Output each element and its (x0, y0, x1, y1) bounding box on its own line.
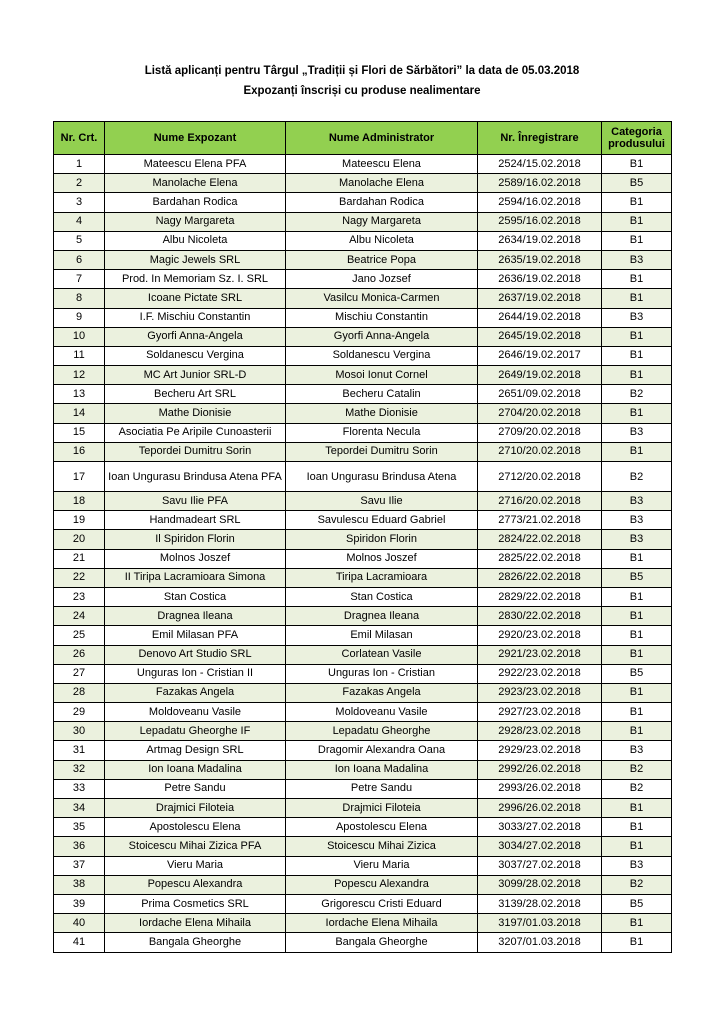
cell-nr-crt: 5 (54, 231, 105, 250)
cell-categorie: B1 (602, 837, 672, 856)
table-row (54, 270, 672, 289)
cell-nume-expozant: Denovo Art Studio SRL (105, 645, 286, 664)
table-row (54, 875, 672, 894)
cell-nume-administrator: Grigorescu Cristi Eduard (286, 894, 478, 913)
cell-nr-inregistrare: 2922/23.02.2018 (478, 664, 602, 683)
cell-nr-crt: 22 (54, 568, 105, 587)
cell-nr-crt: 1 (54, 155, 105, 174)
cell-categorie: B3 (602, 511, 672, 530)
cell-nr-crt: 6 (54, 250, 105, 269)
cell-nume-expozant: Asociatia Pe Aripile Cunoasterii (105, 423, 286, 442)
cell-categorie: B1 (602, 703, 672, 722)
cell-nume-administrator: Beatrice Popa (286, 250, 478, 269)
cell-nume-expozant: Lepadatu Gheorghe IF (105, 722, 286, 741)
cell-nume-administrator: Dragomir Alexandra Oana (286, 741, 478, 760)
document-subtitle: Expozanți înscriși cu produse nealimentare (243, 85, 481, 97)
cell-nume-administrator: Ion Ioana Madalina (286, 760, 478, 779)
cell-nume-expozant: Albu Nicoleta (105, 231, 286, 250)
cell-nr-crt: 30 (54, 722, 105, 741)
cell-nr-crt: 18 (54, 492, 105, 511)
cell-nr-inregistrare: 2635/19.02.2018 (478, 250, 602, 269)
cell-nume-administrator: Bardahan Rodica (286, 193, 478, 212)
table-row (54, 626, 672, 645)
table-row (54, 442, 672, 461)
cell-nr-crt: 17 (54, 462, 105, 492)
cell-categorie: B2 (602, 760, 672, 779)
cell-nr-inregistrare: 2923/23.02.2018 (478, 683, 602, 702)
table-row (54, 914, 672, 933)
table-row (54, 741, 672, 760)
cell-nr-inregistrare: 2928/23.02.2018 (478, 722, 602, 741)
cell-categorie: B1 (602, 442, 672, 461)
cell-nr-crt: 12 (54, 366, 105, 385)
table-row (54, 645, 672, 664)
cell-nr-inregistrare: 2644/19.02.2018 (478, 308, 602, 327)
cell-nr-inregistrare: 2826/22.02.2018 (478, 568, 602, 587)
cell-nr-inregistrare: 2773/21.02.2018 (478, 511, 602, 530)
cell-nr-crt: 33 (54, 779, 105, 798)
cell-nume-administrator: Savu Ilie (286, 492, 478, 511)
cell-nr-crt: 2 (54, 174, 105, 193)
table-row (54, 327, 672, 346)
cell-nume-expozant: Artmag Design SRL (105, 741, 286, 760)
cell-nume-expozant: Soldanescu Vergina (105, 346, 286, 365)
cell-nr-crt: 38 (54, 875, 105, 894)
cell-nume-administrator: Tepordei Dumitru Sorin (286, 442, 478, 461)
table-row (54, 703, 672, 722)
cell-nume-expozant: Mathe Dionisie (105, 404, 286, 423)
cell-nr-inregistrare: 3099/28.02.2018 (478, 875, 602, 894)
cell-nr-crt: 25 (54, 626, 105, 645)
cell-nr-inregistrare: 3033/27.02.2018 (478, 818, 602, 837)
cell-nr-crt: 9 (54, 308, 105, 327)
cell-nr-inregistrare: 2929/23.02.2018 (478, 741, 602, 760)
cell-nume-administrator: Jano Jozsef (286, 270, 478, 289)
cell-nume-expozant: Tepordei Dumitru Sorin (105, 442, 286, 461)
cell-nume-expozant: Apostolescu Elena (105, 818, 286, 837)
cell-categorie: B1 (602, 683, 672, 702)
cell-categorie: B1 (602, 231, 672, 250)
cell-nume-expozant: Gyorfi Anna-Angela (105, 327, 286, 346)
cell-nr-crt: 40 (54, 914, 105, 933)
cell-nr-crt: 21 (54, 549, 105, 568)
cell-nr-crt: 32 (54, 760, 105, 779)
cell-nr-inregistrare: 2594/16.02.2018 (478, 193, 602, 212)
cell-categorie: B1 (602, 155, 672, 174)
cell-nume-administrator: Unguras Ion - Cristian (286, 664, 478, 683)
cell-nume-administrator: Stoicescu Mihai Zizica (286, 837, 478, 856)
cell-categorie: B1 (602, 914, 672, 933)
cell-categorie: B1 (602, 799, 672, 818)
cell-nume-administrator: Mateescu Elena (286, 155, 478, 174)
cell-categorie: B5 (602, 894, 672, 913)
cell-nr-inregistrare: 2524/15.02.2018 (478, 155, 602, 174)
cell-nume-administrator: Emil Milasan (286, 626, 478, 645)
table-row (54, 607, 672, 626)
table-row (54, 212, 672, 231)
cell-nr-crt: 23 (54, 587, 105, 606)
cell-nr-crt: 19 (54, 511, 105, 530)
table-row (54, 549, 672, 568)
cell-nume-expozant: Bangala Gheorghe (105, 933, 286, 952)
table-row (54, 462, 672, 492)
table-row (54, 933, 672, 952)
cell-nume-expozant: Becheru Art SRL (105, 385, 286, 404)
cell-nume-expozant: Popescu Alexandra (105, 875, 286, 894)
cell-nr-crt: 4 (54, 212, 105, 231)
cell-nr-inregistrare: 2712/20.02.2018 (478, 462, 602, 492)
cell-nr-crt: 8 (54, 289, 105, 308)
cell-nume-administrator: Nagy Margareta (286, 212, 478, 231)
cell-nume-administrator: Apostolescu Elena (286, 818, 478, 837)
cell-nr-crt: 41 (54, 933, 105, 952)
cell-categorie: B3 (602, 250, 672, 269)
cell-nr-inregistrare: 2996/26.02.2018 (478, 799, 602, 818)
cell-nume-administrator: Vasilcu Monica-Carmen (286, 289, 478, 308)
cell-categorie: B3 (602, 741, 672, 760)
cell-nume-administrator: Savulescu Eduard Gabriel (286, 511, 478, 530)
cell-categorie: B1 (602, 722, 672, 741)
applicants-table (53, 121, 672, 953)
cell-nume-expozant: Moldoveanu Vasile (105, 703, 286, 722)
table-row (54, 308, 672, 327)
cell-nume-administrator: Moldoveanu Vasile (286, 703, 478, 722)
cell-nr-inregistrare: 3139/28.02.2018 (478, 894, 602, 913)
cell-nume-expozant: Stoicescu Mihai Zizica PFA (105, 837, 286, 856)
cell-nr-inregistrare: 2824/22.02.2018 (478, 530, 602, 549)
cell-nume-administrator: Becheru Catalin (286, 385, 478, 404)
cell-nume-expozant: Dragnea Ileana (105, 607, 286, 626)
cell-nr-inregistrare: 2634/19.02.2018 (478, 231, 602, 250)
cell-nr-crt: 15 (54, 423, 105, 442)
header-nume-expozant: Nume Expozant (105, 122, 286, 155)
cell-nr-inregistrare: 2992/26.02.2018 (478, 760, 602, 779)
cell-categorie: B3 (602, 492, 672, 511)
cell-nume-expozant: Prima Cosmetics SRL (105, 894, 286, 913)
cell-nr-inregistrare: 2825/22.02.2018 (478, 549, 602, 568)
table-row (54, 722, 672, 741)
table-row (54, 423, 672, 442)
cell-nr-crt: 13 (54, 385, 105, 404)
cell-nr-crt: 10 (54, 327, 105, 346)
table-row (54, 492, 672, 511)
header-nr-inregistrare: Nr. Înregistrare (478, 122, 602, 155)
cell-categorie: B1 (602, 607, 672, 626)
cell-nume-administrator: Gyorfi Anna-Angela (286, 327, 478, 346)
table-row (54, 155, 672, 174)
cell-nr-inregistrare: 2921/23.02.2018 (478, 645, 602, 664)
cell-nr-inregistrare: 2646/19.02.2017 (478, 346, 602, 365)
cell-nume-administrator: Iordache Elena Mihaila (286, 914, 478, 933)
cell-nr-crt: 20 (54, 530, 105, 549)
cell-categorie: B1 (602, 933, 672, 952)
cell-nr-inregistrare: 2637/19.02.2018 (478, 289, 602, 308)
table-row (54, 193, 672, 212)
cell-nr-inregistrare: 2993/26.02.2018 (478, 779, 602, 798)
cell-categorie: B1 (602, 327, 672, 346)
cell-nr-inregistrare: 2651/09.02.2018 (478, 385, 602, 404)
cell-nr-crt: 3 (54, 193, 105, 212)
table-row (54, 779, 672, 798)
cell-nr-crt: 36 (54, 837, 105, 856)
cell-nume-administrator: Vieru Maria (286, 856, 478, 875)
header-nr-crt: Nr. Crt. (54, 122, 105, 155)
cell-nume-administrator: Stan Costica (286, 587, 478, 606)
cell-nr-inregistrare: 2649/19.02.2018 (478, 366, 602, 385)
cell-categorie: B1 (602, 193, 672, 212)
cell-nr-inregistrare: 3207/01.03.2018 (478, 933, 602, 952)
cell-categorie: B1 (602, 645, 672, 664)
cell-nr-crt: 29 (54, 703, 105, 722)
header-categoria-produsului: Categoria produsului (602, 122, 672, 155)
cell-nr-crt: 27 (54, 664, 105, 683)
cell-nume-administrator: Ioan Ungurasu Brindusa Atena (286, 462, 478, 492)
cell-nume-administrator: Dragnea Ileana (286, 607, 478, 626)
cell-nume-administrator: Tiripa Lacramioara (286, 568, 478, 587)
cell-nume-administrator: Florenta Necula (286, 423, 478, 442)
cell-nume-expozant: Iordache Elena Mihaila (105, 914, 286, 933)
cell-nume-administrator: Albu Nicoleta (286, 231, 478, 250)
document-title: Listă aplicanți pentru Târgul „Tradiții și Flori de Sărbători” la data de 05.03.2018 (144, 65, 580, 77)
table-row (54, 587, 672, 606)
cell-categorie: B2 (602, 779, 672, 798)
table-row (54, 404, 672, 423)
table-row (54, 818, 672, 837)
table-row (54, 231, 672, 250)
cell-categorie: B5 (602, 664, 672, 683)
cell-nume-administrator: Lepadatu Gheorghe (286, 722, 478, 741)
cell-nr-crt: 11 (54, 346, 105, 365)
cell-categorie: B1 (602, 549, 672, 568)
cell-nume-expozant: Prod. In Memoriam Sz. I. SRL (105, 270, 286, 289)
table-row (54, 346, 672, 365)
cell-categorie: B3 (602, 308, 672, 327)
cell-nr-inregistrare: 2645/19.02.2018 (478, 327, 602, 346)
table-row (54, 174, 672, 193)
cell-nume-expozant: Savu Ilie PFA (105, 492, 286, 511)
cell-nume-administrator: Soldanescu Vergina (286, 346, 478, 365)
cell-nume-administrator: Petre Sandu (286, 779, 478, 798)
cell-nr-inregistrare: 2710/20.02.2018 (478, 442, 602, 461)
cell-nume-expozant: Ioan Ungurasu Brindusa Atena PFA (105, 462, 286, 492)
cell-categorie: B1 (602, 404, 672, 423)
cell-nr-crt: 31 (54, 741, 105, 760)
cell-nume-expozant: Bardahan Rodica (105, 193, 286, 212)
cell-nume-expozant: I.F. Mischiu Constantin (105, 308, 286, 327)
cell-nume-administrator: Mischiu Constantin (286, 308, 478, 327)
cell-nr-crt: 7 (54, 270, 105, 289)
cell-nume-expozant: Stan Costica (105, 587, 286, 606)
cell-nr-crt: 24 (54, 607, 105, 626)
cell-nume-expozant: Icoane Pictate SRL (105, 289, 286, 308)
cell-nr-inregistrare: 3197/01.03.2018 (478, 914, 602, 933)
table-row (54, 837, 672, 856)
cell-nr-inregistrare: 3034/27.02.2018 (478, 837, 602, 856)
cell-nume-administrator: Mosoi Ionut Cornel (286, 366, 478, 385)
cell-nr-inregistrare: 2595/16.02.2018 (478, 212, 602, 231)
cell-nume-expozant: Handmadeart SRL (105, 511, 286, 530)
cell-nr-inregistrare: 2920/23.02.2018 (478, 626, 602, 645)
cell-nume-administrator: Molnos Joszef (286, 549, 478, 568)
table-header-row (54, 122, 672, 155)
cell-nume-expozant: MC Art Junior SRL-D (105, 366, 286, 385)
cell-nr-inregistrare: 3037/27.02.2018 (478, 856, 602, 875)
cell-nume-administrator: Bangala Gheorghe (286, 933, 478, 952)
cell-nume-expozant: Fazakas Angela (105, 683, 286, 702)
header-nume-administrator: Nume Administrator (286, 122, 478, 155)
cell-categorie: B1 (602, 818, 672, 837)
cell-nume-expozant: Unguras Ion - Cristian II (105, 664, 286, 683)
cell-categorie: B1 (602, 346, 672, 365)
cell-nume-administrator: Fazakas Angela (286, 683, 478, 702)
cell-nume-administrator: Spiridon Florin (286, 530, 478, 549)
table-row (54, 856, 672, 875)
cell-nr-inregistrare: 2589/16.02.2018 (478, 174, 602, 193)
cell-nr-inregistrare: 2830/22.02.2018 (478, 607, 602, 626)
cell-nr-inregistrare: 2704/20.02.2018 (478, 404, 602, 423)
table-row (54, 799, 672, 818)
cell-categorie: B2 (602, 875, 672, 894)
cell-nume-administrator: Corlatean Vasile (286, 645, 478, 664)
table-row (54, 385, 672, 404)
table-row (54, 894, 672, 913)
cell-nr-inregistrare: 2829/22.02.2018 (478, 587, 602, 606)
cell-categorie: B3 (602, 856, 672, 875)
cell-nume-expozant: Vieru Maria (105, 856, 286, 875)
cell-categorie: B1 (602, 270, 672, 289)
table-row (54, 530, 672, 549)
cell-categorie: B2 (602, 385, 672, 404)
table-row (54, 664, 672, 683)
cell-nr-crt: 39 (54, 894, 105, 913)
cell-categorie: B1 (602, 626, 672, 645)
table-row (54, 366, 672, 385)
cell-nr-crt: 28 (54, 683, 105, 702)
table-row (54, 289, 672, 308)
cell-categorie: B1 (602, 212, 672, 231)
cell-nume-expozant: Nagy Margareta (105, 212, 286, 231)
cell-nr-crt: 14 (54, 404, 105, 423)
table-row (54, 683, 672, 702)
cell-nume-expozant: Emil Milasan PFA (105, 626, 286, 645)
cell-categorie: B3 (602, 423, 672, 442)
cell-nume-expozant: II Tiripa Lacramioara Simona (105, 568, 286, 587)
cell-nume-administrator: Popescu Alexandra (286, 875, 478, 894)
cell-categorie: B5 (602, 568, 672, 587)
cell-nume-expozant: Il Spiridon Florin (105, 530, 286, 549)
table-row (54, 511, 672, 530)
cell-nr-crt: 35 (54, 818, 105, 837)
cell-categorie: B2 (602, 462, 672, 492)
cell-categorie: B3 (602, 530, 672, 549)
cell-nume-expozant: Ion Ioana Madalina (105, 760, 286, 779)
table-row (54, 760, 672, 779)
cell-nr-inregistrare: 2716/20.02.2018 (478, 492, 602, 511)
cell-nume-administrator: Drajmici Filoteia (286, 799, 478, 818)
cell-nume-expozant: Molnos Joszef (105, 549, 286, 568)
cell-nr-crt: 26 (54, 645, 105, 664)
cell-nr-inregistrare: 2709/20.02.2018 (478, 423, 602, 442)
table-body (54, 155, 672, 953)
cell-nume-expozant: Mateescu Elena PFA (105, 155, 286, 174)
cell-categorie: B1 (602, 587, 672, 606)
cell-nr-inregistrare: 2636/19.02.2018 (478, 270, 602, 289)
cell-nume-expozant: Magic Jewels SRL (105, 250, 286, 269)
cell-categorie: B1 (602, 366, 672, 385)
table-row (54, 568, 672, 587)
cell-nume-expozant: Manolache Elena (105, 174, 286, 193)
cell-nr-crt: 34 (54, 799, 105, 818)
cell-nume-administrator: Manolache Elena (286, 174, 478, 193)
cell-nr-crt: 37 (54, 856, 105, 875)
cell-nume-expozant: Petre Sandu (105, 779, 286, 798)
cell-nr-inregistrare: 2927/23.02.2018 (478, 703, 602, 722)
cell-nume-administrator: Mathe Dionisie (286, 404, 478, 423)
cell-nr-crt: 16 (54, 442, 105, 461)
cell-nume-expozant: Drajmici Filoteia (105, 799, 286, 818)
table-row (54, 250, 672, 269)
cell-categorie: B5 (602, 174, 672, 193)
cell-categorie: B1 (602, 289, 672, 308)
